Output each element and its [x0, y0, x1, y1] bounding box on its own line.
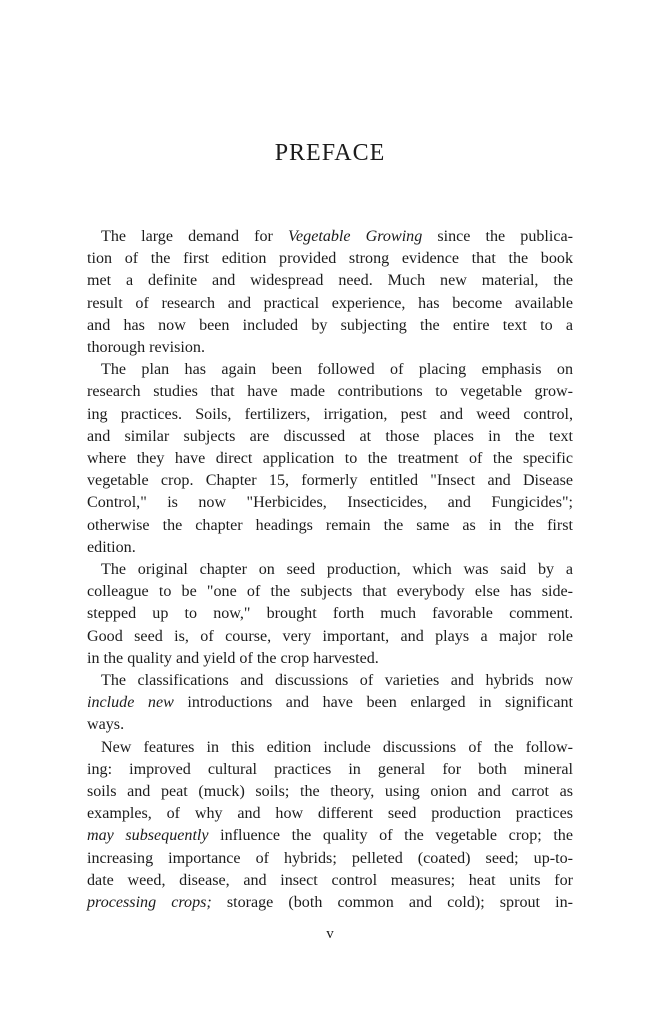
text-line [87, 226, 573, 248]
text-line: The original chapter on seed production, which was said by a [101, 561, 573, 579]
text-line: tion of the first edition provided strong evidence that the book [87, 250, 573, 268]
text-line: in the quality and yield of the crop harvested. [87, 649, 379, 667]
text-line: processing crops; storage (both common and cold); sprout in- [87, 894, 573, 912]
text-line: otherwise the chapter headings remain the same as in the first [87, 516, 573, 534]
text-line: thorough revision. [87, 339, 206, 357]
preface-text [87, 226, 573, 914]
page-number: v [326, 926, 334, 942]
text-line: examples, of why and how different seed production practices [87, 805, 573, 823]
text-line: research studies that have made contributions to vegetable grow- [87, 383, 573, 401]
text-line: where they have direct application to the treatment of the specific [87, 450, 573, 468]
text-line: ing practices. Soils, fertilizers, irrigation, pest and weed control, [87, 405, 573, 423]
paragraph-5 [87, 737, 573, 915]
text-line: increasing importance of hybrids; pelleted (coated) seed; up-to- [87, 849, 573, 867]
paragraph-4 [87, 670, 573, 737]
text-line: ing: improved cultural practices in general for both mineral [87, 760, 573, 778]
text-line: edition. [87, 538, 136, 556]
text-line: colleague to be "one of the subjects that everybody else has side- [87, 583, 573, 601]
text-line: may subsequently influence the quality of the vegetable crop; the [87, 827, 574, 845]
text-line: met a definite and widespread need. Much new material, the [87, 272, 573, 290]
text-line: ways. [87, 716, 125, 734]
text-line: and similar subjects are discussed at those places in the text [87, 427, 573, 445]
text-line: Control," is now "Herbicides, Insecticides, and Fungicides"; [87, 494, 573, 512]
text-line: include new introductions and have been enlarged in significant [87, 694, 573, 712]
text-line: vegetable crop. Chapter 15, formerly entitled "Insect and Disease [87, 472, 573, 490]
paragraph-2 [87, 359, 573, 559]
text-line: result of research and practical experience, has become available [87, 294, 573, 312]
text-line: and has now been included by subjecting the entire text to a [87, 316, 573, 334]
text-line: New features in this edition include discussions of the follow- [101, 738, 573, 756]
text-line: Good seed is, of course, very important, and plays a major role [87, 627, 573, 645]
text-line: soils and peat (muck) soils; the theory, using onion and carrot as [87, 783, 573, 801]
text-line: The plan has again been followed of placing emphasis on [101, 361, 573, 379]
text-line-content: The large demand for Vegetable Growing since the publica- [101, 228, 574, 245]
text-line: stepped up to now," brought forth much favorable comment. [87, 605, 573, 623]
paragraph-1 [87, 226, 573, 359]
text-line: date weed, disease, and insect control measures; heat units for [87, 871, 573, 889]
text-line: The classifications and discussions of varieties and hybrids now [101, 672, 573, 690]
page-title: PREFACE [274, 140, 386, 166]
paragraph-3 [87, 559, 573, 670]
